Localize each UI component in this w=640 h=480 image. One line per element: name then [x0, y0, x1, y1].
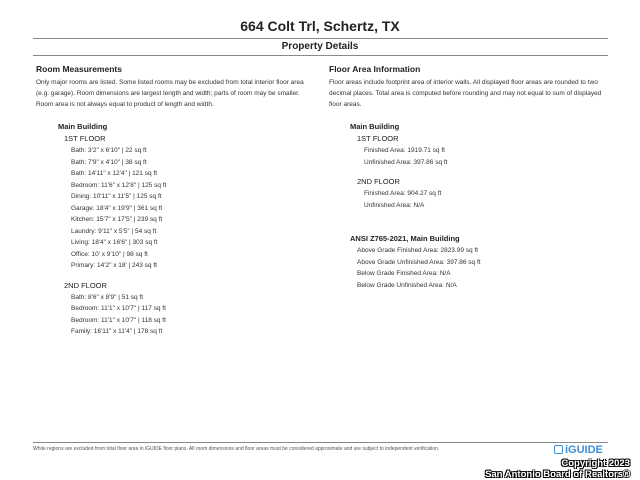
- ansi-heading: ANSI Z765-2021, Main Building: [350, 234, 460, 243]
- room-item: Living: 18'4" x 16'6" | 303 sq ft: [71, 239, 158, 246]
- room-item: Family: 16'11" x 11'4" | 178 sq ft: [71, 328, 163, 335]
- floor-area-description: Floor areas include footprint area of interior walls. All displayed floor areas are rounded to two decimal places. Total area is computed before rounding and may not equal to sum of displayed floor areas.: [329, 79, 602, 108]
- room-item: Bedroom: 11'1" x 10'7" | 118 sq ft: [71, 316, 166, 324]
- iguide-logo-icon: [554, 445, 563, 454]
- ansi-area-item: Above Grade Unfinished Area: 397.86 sq ft: [357, 258, 481, 266]
- room-item: Office: 10' x 9'10" | 98 sq ft: [71, 250, 148, 258]
- copyright-owner: San Antonio Board of Realtors®: [485, 469, 630, 480]
- ansi-area-item: Below Grade Finished Area: N/A: [357, 270, 451, 277]
- room-item: Bath: 8'6" x 8'9" | 51 sq ft: [71, 293, 144, 301]
- floor1-unfinished-area: Unfinished Area: 397.86 sq ft: [364, 158, 448, 166]
- room-item: Bath: 3'2" x 6'10" | 22 sq ft: [71, 147, 147, 154]
- room-item: Laundry: 9'11" x 5'5" | 54 sq ft: [71, 227, 157, 235]
- room-measurements-description: Only major rooms are listed. Some listed rooms may be excluded from total interior floor area (e.g. garage). Room dimensions are largest length and width; parts of room may be smaller. Room area is not always equal to product of length and width.: [36, 79, 304, 108]
- ansi-area-list: [329, 245, 614, 291]
- ansi-area-item: Below Grade Unfinished Area: N/A: [357, 281, 457, 289]
- floor-area-section: [329, 64, 614, 291]
- room-building-label: Main Building: [58, 122, 108, 131]
- room-measurements-heading: Room Measurements: [36, 64, 122, 74]
- room-measurements-section: [36, 64, 316, 338]
- property-address-title: 664 Colt Trl, Schertz, TX: [240, 18, 400, 34]
- floor1-finished-area: Finished Area: 1919.71 sq ft: [364, 147, 445, 154]
- floor2-unfinished-area: Unfinished Area: N/A: [364, 201, 425, 209]
- area-building-label: Main Building: [350, 122, 400, 131]
- room-item: Kitchen: 15'7" x 17'5" | 239 sq ft: [71, 216, 163, 223]
- subtitle-divider: [33, 55, 608, 56]
- iguide-logo-text: iGUIDE: [565, 444, 603, 456]
- room-item: Bedroom: 11'6" x 12'8" | 125 sq ft: [71, 181, 167, 189]
- floor-area-heading: Floor Area Information: [329, 64, 421, 74]
- floor1-room-list: [36, 145, 316, 272]
- room-item: Primary: 14'2" x 18' | 243 sq ft: [71, 262, 157, 269]
- floor2-finished-area: Finished Area: 904.27 sq ft: [364, 190, 442, 197]
- header-divider: [33, 38, 608, 39]
- footer-divider: [33, 442, 608, 443]
- room-item: Bedroom: 11'1" x 10'7" | 117 sq ft: [71, 305, 166, 312]
- room-item: Bath: 7'9" x 4'10" | 38 sq ft: [71, 158, 147, 166]
- area-floor1-label: 1ST FLOOR: [357, 134, 399, 143]
- copyright-watermark: [485, 458, 630, 480]
- copyright-line: Copyright 2023: [561, 458, 630, 469]
- area-floor2-label: 2ND FLOOR: [357, 177, 400, 186]
- property-details-subtitle: Property Details: [281, 41, 359, 52]
- floor2-room-list: [36, 292, 316, 338]
- ansi-area-item: Above Grade Finished Area: 2823.99 sq ft: [357, 247, 479, 254]
- room-item: Bath: 14'11" x 12'4" | 121 sq ft: [71, 170, 157, 177]
- room-item: Dining: 10'11" x 11'5" | 125 sq ft: [71, 193, 162, 200]
- room-floor1-label: 1ST FLOOR: [64, 134, 106, 143]
- room-item: Garage: 18'4" x 19'9" | 361 sq ft: [71, 204, 163, 212]
- room-floor2-label: 2ND FLOOR: [64, 280, 107, 290]
- iguide-logo: [554, 444, 603, 456]
- footer-disclaimer: White regions are excluded from total floor area in iGUIDE floor plans. All room dimensions and floor areas must be considered approximate and are subject to independent verification.: [33, 446, 440, 452]
